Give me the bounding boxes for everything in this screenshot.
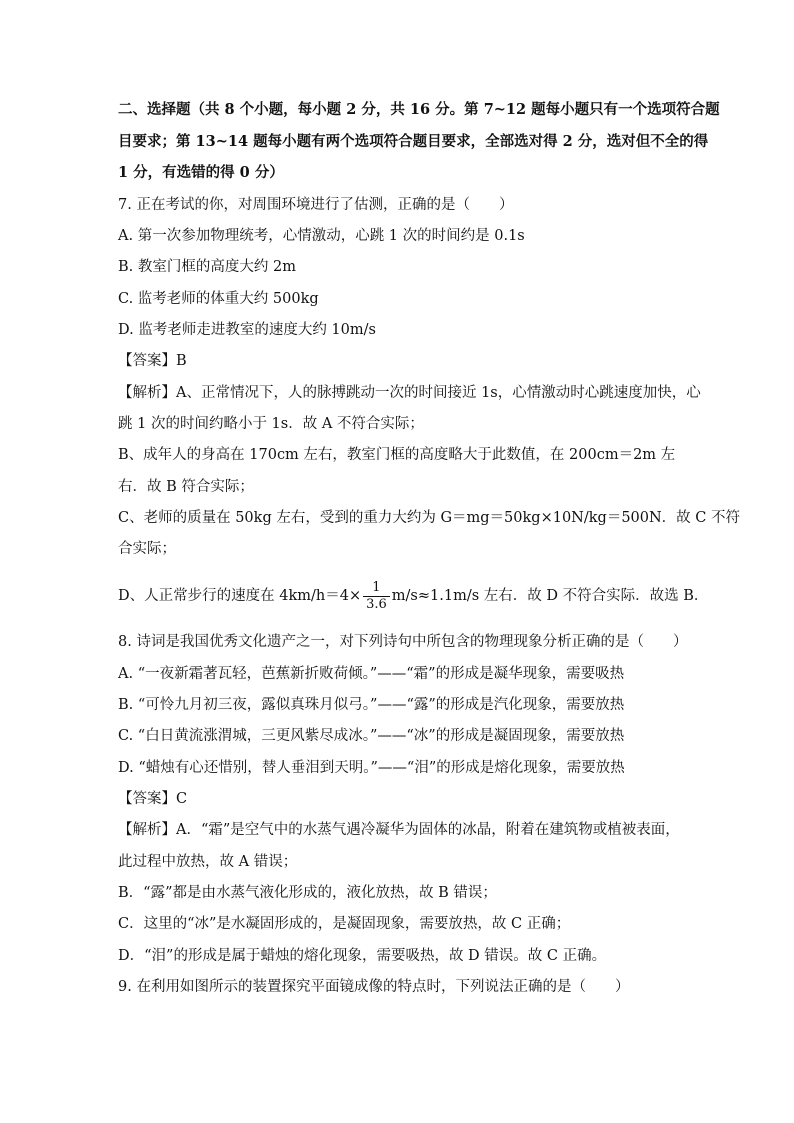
q7-analysis-line-1: 【解析】A、正常情况下，人的脉搏跳动一次的时间接近 1s，心情激动时心跳速度加快，心 xyxy=(118,385,701,401)
q7-analysis-line-d xyxy=(118,578,708,614)
q8-analysis-line-4: C．这里的“冰”是水凝固形成的，是凝固现象，需要放热，故 C 正确； xyxy=(118,916,571,932)
section-header-line-3: 1 分，有选错的得 0 分） xyxy=(118,164,284,181)
q7-analysis-line-6: 合实际； xyxy=(118,541,176,557)
q7-analysis-line-5: C、老师的质量在 50kg 左右，受到的重力大约为 G＝mg＝50kg×10N/kg＝500N．故 C 不符 xyxy=(118,510,740,526)
q7-analysis-d-prefix: D、人正常步行的速度在 4km/h＝4× xyxy=(118,588,362,604)
section-header-line-2: 目要求；第 13~14 题每小题有两个选项符合题目要求，全部选对得 2 分，选对但不全的得 xyxy=(118,133,709,150)
q8-option-a: A. “一夜新霜著瓦轻，芭蕉新折败荷倾。”——“霜”的形成是凝华现象，需要吸热 xyxy=(118,666,625,682)
fraction-denominator: 3.6 xyxy=(366,596,387,612)
q7-stem: 7. 正在考试的你，对周围环境进行了估测，正确的是（ ） xyxy=(118,197,514,213)
q7-analysis-line-3: B、成年人的身高在 170cm 左右，教室门框的高度略大于此数值，在 200cm＝2m 左 xyxy=(118,447,676,463)
q8-option-c: C. “白日黄流涨渭城，三更风紫尽成冰。”——“冰”的形成是凝固现象，需要放热 xyxy=(118,728,625,744)
q8-analysis-line-3: B．“露”都是由水蒸气液化形成的，液化放热，故 B 错误； xyxy=(118,885,497,901)
fraction-numerator: 1 xyxy=(363,580,390,597)
section-header-line-1: 二、选择题（共 8 个小题，每小题 2 分，共 16 分。第 7~12 题每小题只有一个选项符合题 xyxy=(118,101,720,118)
q7-analysis-line-4: 右．故 B 符合实际； xyxy=(118,479,254,495)
q7-option-a: A. 第一次参加物理统考，心情激动，心跳 1 次的时间约是 0.1s xyxy=(118,228,525,244)
q7-analysis-line-2: 跳 1 次的时间约略小于 1s．故 A 不符合实际； xyxy=(118,416,424,432)
q7-option-c: C. 监考老师的体重大约 500kg xyxy=(118,291,319,307)
q8-analysis-line-1: 【解析】A．“霜”是空气中的水蒸气遇冷凝华为固体的冰晶，附着在建筑物或植被表面， xyxy=(118,822,680,838)
q8-option-b: B. “可怜九月初三夜，露似真珠月似弓。”——“露”的形成是汽化现象，需要放热 xyxy=(118,697,625,713)
q8-analysis-line-5: D．“泪”的形成是属于蜡烛的熔化现象，需要吸热，故 D 错误。故 C 正确。 xyxy=(118,948,607,964)
q8-analysis-line-2: 此过程中放热，故 A 错误； xyxy=(118,854,298,870)
fraction xyxy=(363,580,390,613)
q8-option-d: D. “蜡烛有心还惜别，替人垂泪到天明。”——“泪”的形成是熔化现象，需要放热 xyxy=(118,760,625,776)
q8-stem: 8. 诗词是我国优秀文化遗产之一，对下列诗句中所包含的物理现象分析正确的是（ ） xyxy=(118,634,688,650)
q7-analysis-d-suffix: m/s≈1.1m/s 左右．故 D 不符合实际．故选 B． xyxy=(391,588,709,604)
q9-stem: 9. 在利用如图所示的装置探究平面镜成像的特点时，下列说法正确的是（ ） xyxy=(118,979,630,995)
q8-answer: 【答案】C xyxy=(118,791,188,807)
q7-option-b: B. 教室门框的高度大约 2m xyxy=(118,259,296,275)
q7-answer: 【答案】B xyxy=(118,353,187,369)
q7-option-d: D. 监考老师走进教室的速度大约 10m/s xyxy=(118,322,376,338)
